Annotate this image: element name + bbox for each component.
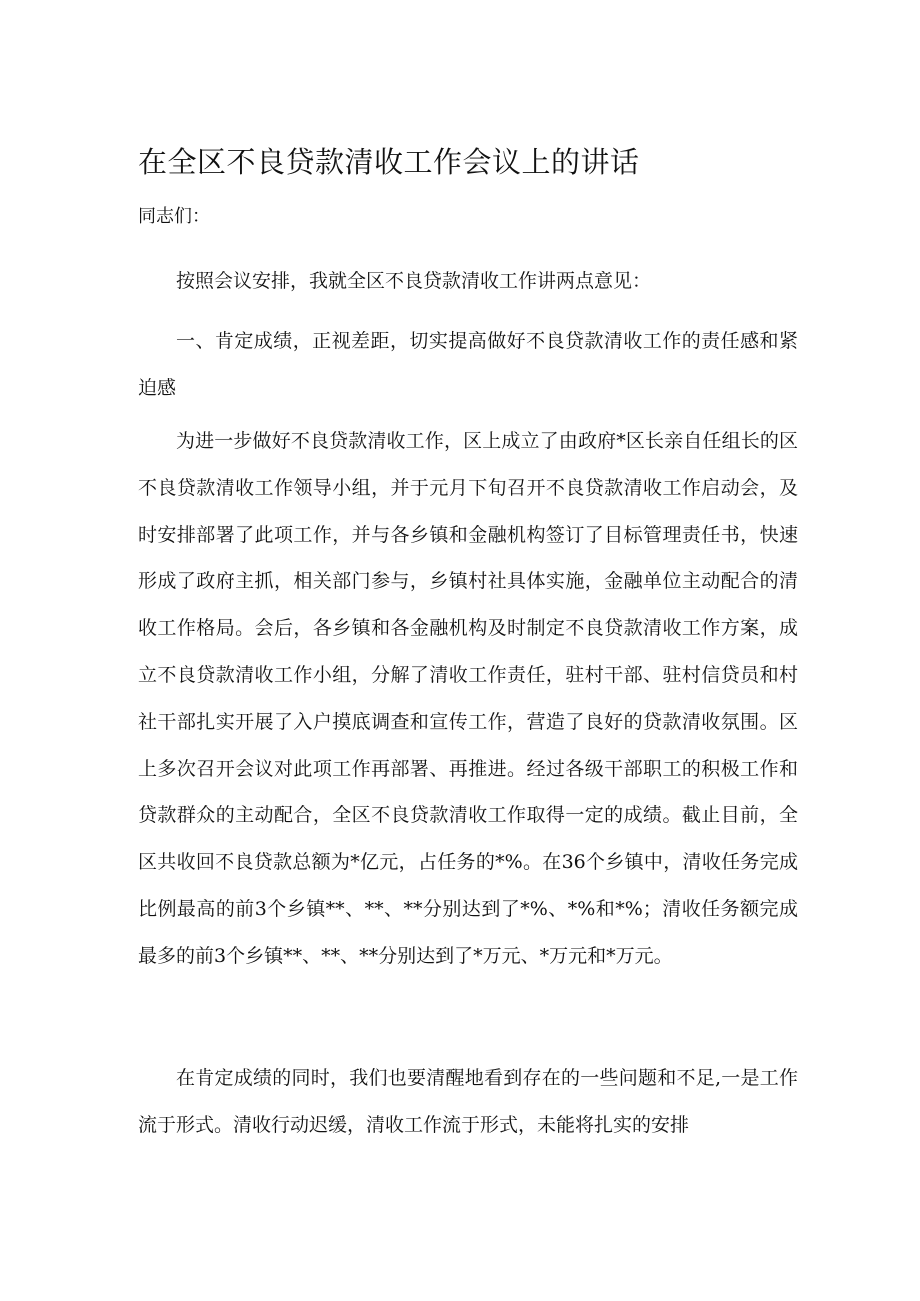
salutation: 同志们： <box>138 206 210 227</box>
paragraph-intro: 按照会议安排，我就全区不良贷款清收工作讲两点意见： <box>176 270 652 292</box>
paragraph-achievements: 为进一步做好不良贷款清收工作，区上成立了由政府*区长亲自任组长的区不良贷款清收工作领导小组，并于元月下旬召开不良贷款清收工作启动会，及时安排部署了此项工作，并与各乡镇和金融机构签订了目标管理责任书，快速形成了政府主抓，相关部门参与，乡镇村社具体实施，金融单位主动配合的清收工作格局。会后，各乡镇和各金融机构及时制定不良贷款清收工作方案，成立不良贷款清收工作小组，分解了清收工作责任，驻村干部、驻村信贷员和村社干部扎实开展了入户摸底调查和宣传工作，营造了良好的贷款清收氛围。区上多次召开会议对此项工作再部署、再推进。经过各级干部职工的积极工作和贷款群众的主动配合，全区不良贷款清收工作取得一定的成绩。截止目前，全区共收回不良贷款总额为*亿元，占任务的*%。在36个乡镇中，清收任务完成比例最高的前3个乡镇**、**、**分别达到了*%、*%和*%；清收任务额完成最多的前3个乡镇**、**、**分别达到了*万元、*万元和*万元。 <box>138 430 798 967</box>
document-title: 在全区不良贷款清收工作会议上的讲话 <box>138 145 640 179</box>
paragraph-problems: 在肯定成绩的同时，我们也要清醒地看到存在的一些问题和不足,一是工作流于形式。清收行动迟缓，清收工作流于形式，未能将扎实的安排 <box>138 1067 798 1136</box>
section-heading-1: 一、肯定成绩，正视差距，切实提高做好不良贷款清收工作的责任感和紧迫感 <box>138 330 798 399</box>
